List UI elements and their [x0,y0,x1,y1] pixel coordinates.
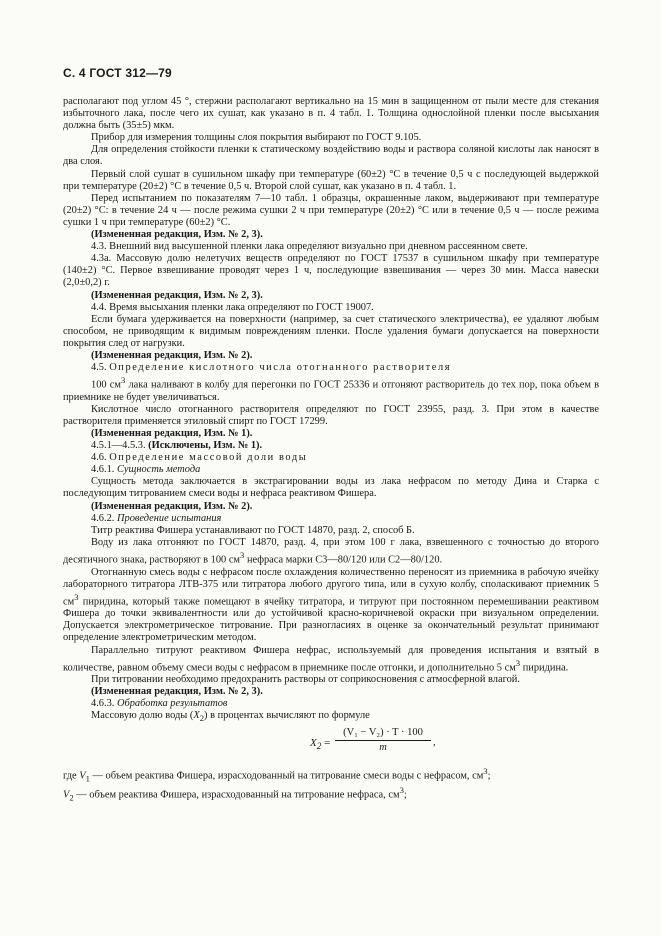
text-run: лака наливают в колбу для перегонки по ГОСТ 25336 и отгоняют растворитель до тех пор, пока объем в приемнике не будет увеличиваться. [63,379,599,403]
section-title: Определение массовой доли воды [109,452,308,464]
formula-fraction [335,727,431,754]
paragraph: 4.3. Внешний вид высушенной пленки лака определяют визуально при дневном рассеянном свете. [91,241,528,253]
subscript: 2 [69,792,74,803]
formula-trailing-comma: , [433,736,436,748]
superscript: 3 [515,657,521,668]
paragraph: Первый слой сушат в сушильном шкафу при температуре (60±2) °С в течение 0,5 ч с последующей выдержкой при температуре (20±2) °С в течение 0,5 ч. Второй слой сушат, как указано в п. 4 табл. 1. [63,168,599,192]
paragraph: Для определения стойкости пленки к статическому воздействию воды и раствора соляной кислоты лак наносят в два слоя. [63,144,599,168]
subsection-title: Проведение испытания [117,512,222,524]
amendment-note: (Измененная редакция, Изм. № 2, 3). [91,686,263,698]
text-run: ; [487,770,491,782]
paragraph [63,567,599,645]
formula-numerator: (V₁ − V₂) · T · 100 [335,727,431,741]
formula-denominator: m [379,741,387,753]
paragraph: Сущность метода заключается в экстрагировании воды из лака нефрасом по методу Дина и Старка с последующим титрованием смеси воды и нефраса реактивом Фишера. [63,476,599,500]
subscript: 2 [316,740,322,751]
variable: X [193,710,200,722]
text-run: Воду из лака отгоняют по ГОСТ 14870, разд. 4, при этом 100 г лака, взвешенного с точностью до второго десятичного знака, растворяют в 100 см [63,536,599,566]
paragraph: располагают под углом 45 °, стержни располагают вертикально на 15 мин в защищенном от пыли месте для стекания избыточного лака, после чего их сушат, как указано в п. 4 табл. 1. Толщина однослойной пленки после высыхания должна быть (35±5) мкм. [63,96,599,132]
paragraph: Кислотное число отогнанного растворителя определяют по ГОСТ 23955, разд. 3. При этом в качестве растворителя применяется этиловый спирт по ГОСТ 17299. [63,403,599,427]
variable: V [63,789,70,801]
excluded-note: (Исключены, Изм. № 1). [148,440,263,452]
paragraph: Если бумага удерживается на поверхности (например, за счет статического электричества), ее удаляют любым способом, не приводящим к видимым повреждениям пленки. После удаления бумаги допускается на поверхности покрытия след от нагрузки. [63,313,599,349]
text-run: нефраса марки С3—80/120 или С2—80/120. [244,554,443,566]
subscript: 1 [85,773,90,784]
text-run: — объем реактива Фишера, израсходованный на титрование нефраса, см [73,789,400,801]
amendment-note: (Измененная редакция, Изм. № 2, 3). [91,289,263,301]
amendment-note: (Измененная редакция, Изм. № 2, 3). [91,229,263,241]
text-run: где [63,770,80,782]
superscript: 3 [120,375,126,386]
section-title: Определение кислотного числа отогнанного растворителя [109,362,452,374]
paragraph [63,537,599,567]
text-run: Массовую долю воды ( [91,710,194,722]
equals-sign: = [321,736,331,749]
section-heading-4-6 [63,452,599,464]
superscript: 3 [74,591,79,602]
subsection-heading-4-6-3 [63,698,599,710]
paragraph: Прибор для измерения толщины слоя покрытия выбирают по ГОСТ 9.105. [91,132,422,144]
text-run: пиридина. [520,662,569,674]
subsection-heading-4-6-2 [63,513,599,525]
document-body [63,96,599,804]
text-run: 100 см [91,379,121,391]
subsection-number: 4.6.1. [91,464,115,476]
formula [63,727,599,761]
variable: X [310,736,317,749]
variable-definition [63,784,599,804]
paragraph: При титровании необходимо предохранить растворы от соприкосновения с атмосферной влагой. [91,674,520,686]
paragraph [63,710,599,724]
text-run: — объем реактива Фишера, израсходованный на титрование смеси воды с нефрасом, см [89,770,484,782]
paragraph: Титр реактива Фишера устанавливают по ГОСТ 14870, разд. 2, способ Б. [91,524,415,536]
text-run: пиридина, который также помещают в ячейку титратора, и титруют при постоянном перемешивании реактивом Фишера до точки эквивалентности или до устойчивой красно-коричневой окраски при визуальном определении. Допускается электрометрическое титрование. При разногласиях в оценке за окончательный результат принимают определение электрометрическим методом. [63,596,599,644]
subsection-title: Сущность метода [117,464,201,476]
section-heading-4-5 [63,362,599,374]
paragraph: 4.3а. Массовую долю нелетучих веществ определяют по ГОСТ 17537 в сушильном шкафу при температуре (140±2) °С. Первое взвешивание проводят через 1 ч, последующие взвешивания — через 30 мин. Масса навески (2,0±0,2) г. [63,253,599,289]
text-run: Отогнанную смесь воды с нефрасом после охлаждения количественно переносят из приемника в рабочую ячейку лабораторного титратора ЛТВ-375 или титратора любого другого типа, или в сухую колбу, споласкивают приемник 5 см [63,566,599,608]
text-run: ; [403,789,407,801]
paragraph [63,645,599,675]
section-number: 4.5. [91,362,107,374]
paragraph [63,374,599,404]
amendment-note: (Измененная редакция, Изм. № 2). [91,500,253,512]
subsection-heading-4-6-1 [63,464,599,476]
paragraph: Перед испытанием по показателям 7—10 табл. 1 образцы, окрашенные лаком, выдерживают при температуре (20±2) °С: в течение 24 ч — после режима сушки 2 ч при температуре (20±2) °С или в течение 0,5 ч — после режима сушки 1 ч при температуре (60±2) °С. [63,192,599,228]
amendment-note: (Измененная редакция, Изм. № 2). [91,349,253,361]
superscript: 3 [483,765,488,776]
subsection-number: 4.6.2. [91,512,115,524]
formula-lhs [310,737,330,752]
amendment-note: (Измененная редакция, Изм. № 1). [91,428,253,439]
page-header: С. 4 ГОСТ 312—79 [63,66,172,80]
superscript: 3 [240,549,245,560]
text-run: 4.5.1—4.5.3. [91,440,149,452]
text-run: ) в процентах вычисляют по формуле [204,710,370,722]
subsection-number: 4.6.3. [91,698,115,710]
subscript: 2 [199,713,205,724]
text-run: Параллельно титруют реактивом Фишера нефрас, используемый для проведения испытания и взятый в количестве, равном объему смеси воды с нефрасом в приемнике после отгонки, и дополнительно 5 см [63,644,599,674]
subsection-title: Обработка результатов [117,698,228,710]
superscript: 3 [399,785,404,796]
section-number: 4.6. [91,452,107,464]
variable: V [79,770,86,782]
paragraph [63,440,599,452]
paragraph: 4.4. Время высыхания пленки лака определяют по ГОСТ 19007. [91,301,374,313]
variable-definition [63,765,599,785]
